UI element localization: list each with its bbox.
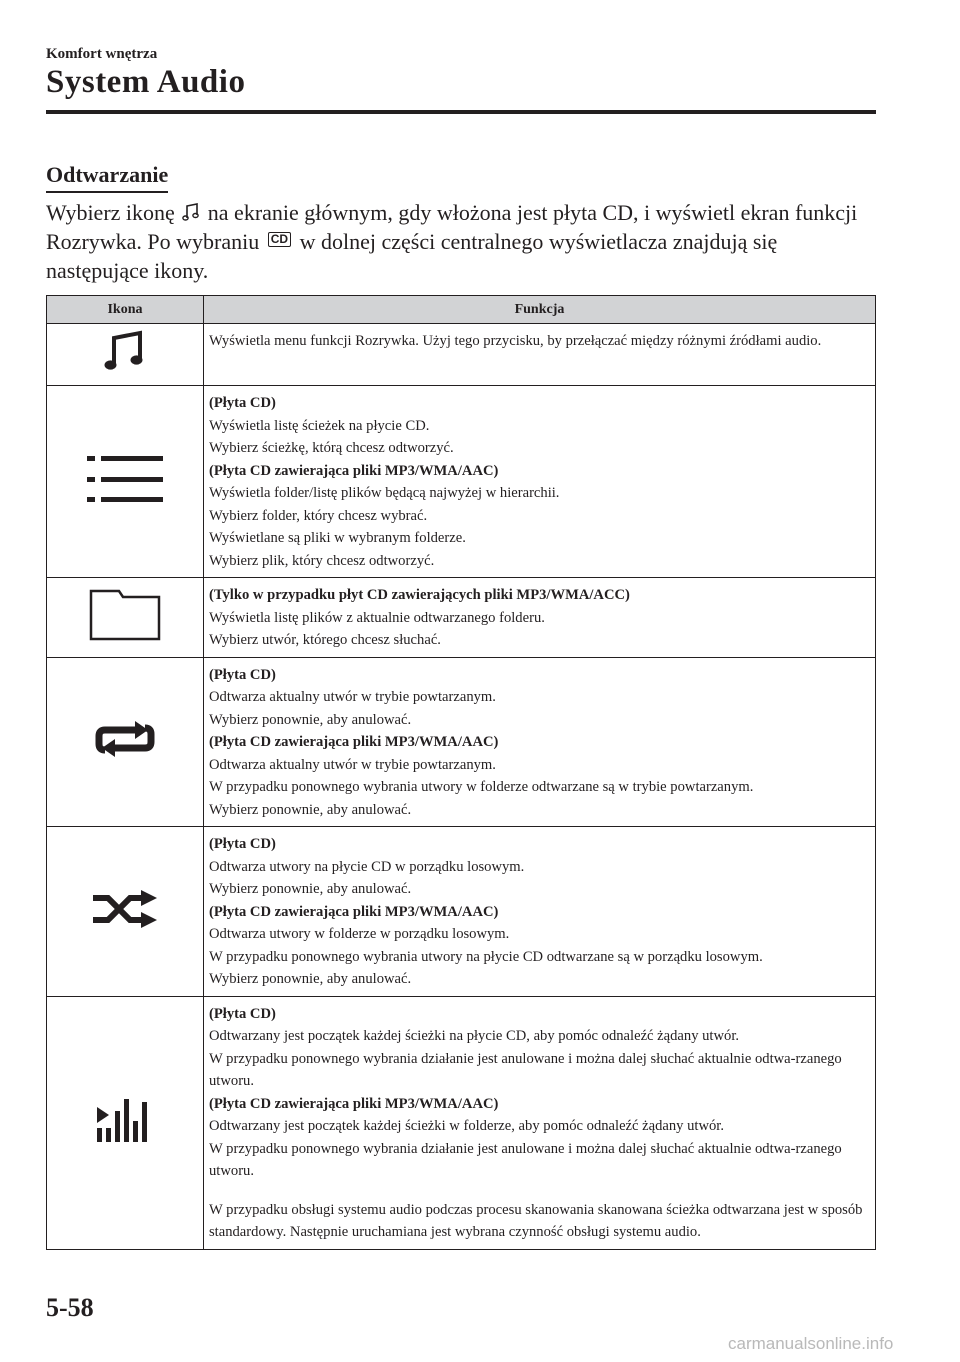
header-icon: Ikona xyxy=(47,296,204,324)
function-subheading: (Płyta CD zawierająca pliki MP3/WMA/AAC) xyxy=(209,1095,499,1112)
function-text: Wyświetla listę ścieżek na płycie CD. xyxy=(209,417,430,434)
section-label: Komfort wnętrza xyxy=(46,46,158,62)
function-text: Odtwarzany jest początek każdej ścieżki w folderze, aby pomóc odnaleźć żądany utwór. xyxy=(209,1118,725,1134)
function-text: W przypadku ponownego wybrania utwory w folderze odtwarzane są w trybie powtarzanym. xyxy=(209,779,754,795)
function-text: W przypadku ponownego wybrania działanie jest anulowane i można dalej słuchać aktualnie odtwa-rzanego utworu. xyxy=(209,1050,842,1089)
function-cell xyxy=(204,386,876,578)
table-row xyxy=(47,827,876,997)
shuffle-icon xyxy=(90,916,160,933)
function-text: Wybierz plik, który chcesz odtworzyć. xyxy=(209,552,435,569)
chapter-title: System Audio xyxy=(46,64,246,100)
icon-function-table xyxy=(46,295,876,1250)
function-text: Odtwarza utwory w folderze w porządku losowym. xyxy=(209,926,510,942)
intro-text-2: na ekranie głównym, gdy włożona jest płyta CD, i wyświetl ekran funkcji Rozrywka. Po wybraniu xyxy=(46,200,858,254)
function-cell xyxy=(204,996,876,1249)
function-text: Wybierz folder, który chcesz wybrać. xyxy=(209,507,428,524)
list-icon xyxy=(86,492,164,509)
watermark: carmanualsonline.info xyxy=(728,1334,894,1353)
subheading: Odtwarzanie xyxy=(46,162,168,193)
header-function: Funkcja xyxy=(204,296,876,324)
function-text: Wybierz ponownie, aby anulować. xyxy=(209,881,412,897)
function-text: Wyświetlane są pliki w wybranym folderze. xyxy=(209,530,466,546)
function-text: Odtwarza aktualny utwór w trybie powtarzanym. xyxy=(209,756,496,773)
function-subheading: (Tylko w przypadku płyt CD zawierających pliki MP3/WMA/ACC) xyxy=(209,587,630,603)
table-row xyxy=(47,996,876,1249)
icon-cell xyxy=(47,578,204,658)
function-text: Odtwarza utwory na płycie CD w porządku losowym. xyxy=(209,858,525,875)
function-text: W przypadku ponownego wybrania utwory na płycie CD odtwarzane są w porządku losowym. xyxy=(209,948,763,965)
function-subheading: (Płyta CD) xyxy=(209,1005,276,1022)
function-text: W przypadku ponownego wybrania działanie jest anulowane i można dalej słuchać aktualnie odtwa-rzanego utworu. xyxy=(209,1140,842,1179)
function-cell xyxy=(204,324,876,386)
title-rule xyxy=(46,110,876,114)
function-cell xyxy=(204,827,876,997)
function-cell xyxy=(204,657,876,827)
function-text: Wybierz ponownie, aby anulować. xyxy=(209,801,412,818)
icon-cell xyxy=(47,657,204,827)
table-row xyxy=(47,386,876,578)
function-subheading: (Płyta CD zawierająca pliki MP3/WMA/AAC) xyxy=(209,734,499,750)
function-subheading: (Płyta CD zawierająca pliki MP3/WMA/AAC) xyxy=(209,462,499,479)
table-body xyxy=(47,324,876,1250)
function-subheading: (Płyta CD) xyxy=(209,666,276,683)
repeat-icon xyxy=(93,746,157,763)
function-text: Wybierz ponownie, aby anulować. xyxy=(209,711,412,728)
function-note: W przypadku obsługi systemu audio podczas procesu skanowania skanowana ścieżka odtwarzana jest w sposób standardowy. Następnie uruchamiana jest wybrana czynność obsługi systemu audio. xyxy=(209,1201,863,1240)
function-text: Wyświetla menu funkcji Rozrywka. Użyj tego przycisku, by przełączać między różnymi źródłami audio. xyxy=(209,333,822,349)
icon-cell xyxy=(47,827,204,997)
scan-icon xyxy=(95,1130,155,1147)
function-subheading: (Płyta CD) xyxy=(209,395,276,411)
function-cell xyxy=(204,578,876,658)
function-text: Odtwarza aktualny utwór w trybie powtarzanym. xyxy=(209,689,496,705)
table-header-row xyxy=(47,296,876,324)
table-row xyxy=(47,578,876,658)
icon-cell xyxy=(47,996,204,1249)
icon-cell xyxy=(47,324,204,386)
page-number: 5-58 xyxy=(46,1293,94,1322)
function-text: Wybierz ponownie, aby anulować. xyxy=(209,971,412,987)
function-text: Odtwarzany jest początek każdej ścieżki na płycie CD, aby pomóc odnaleźć żądany utwór. xyxy=(209,1028,740,1044)
icon-cell xyxy=(47,386,204,578)
intro-paragraph xyxy=(46,198,876,285)
folder-icon xyxy=(89,628,161,645)
function-text: Wybierz ścieżkę, którą chcesz odtworzyć. xyxy=(209,440,454,456)
intro-text-1: Wybierz ikonę xyxy=(46,200,175,225)
cd-inline-icon: CD xyxy=(268,232,291,247)
music-note-icon xyxy=(102,362,148,379)
function-text: Wyświetla folder/listę plików będącą najwyżej w hierarchii. xyxy=(209,485,560,501)
intro-text-3: w dolnej części centralnego wyświetlacza znajdują się następujące ikony. xyxy=(46,229,778,283)
table-row xyxy=(47,324,876,386)
music-note-inline-icon xyxy=(182,202,200,222)
function-subheading: (Płyta CD zawierająca pliki MP3/WMA/AAC) xyxy=(209,903,499,920)
function-subheading: (Płyta CD) xyxy=(209,836,276,852)
function-text: Wyświetla listę plików z aktualnie odtwarzanego folderu. xyxy=(209,609,545,626)
table-row xyxy=(47,657,876,827)
function-text: Wybierz utwór, którego chcesz słuchać. xyxy=(209,632,441,648)
